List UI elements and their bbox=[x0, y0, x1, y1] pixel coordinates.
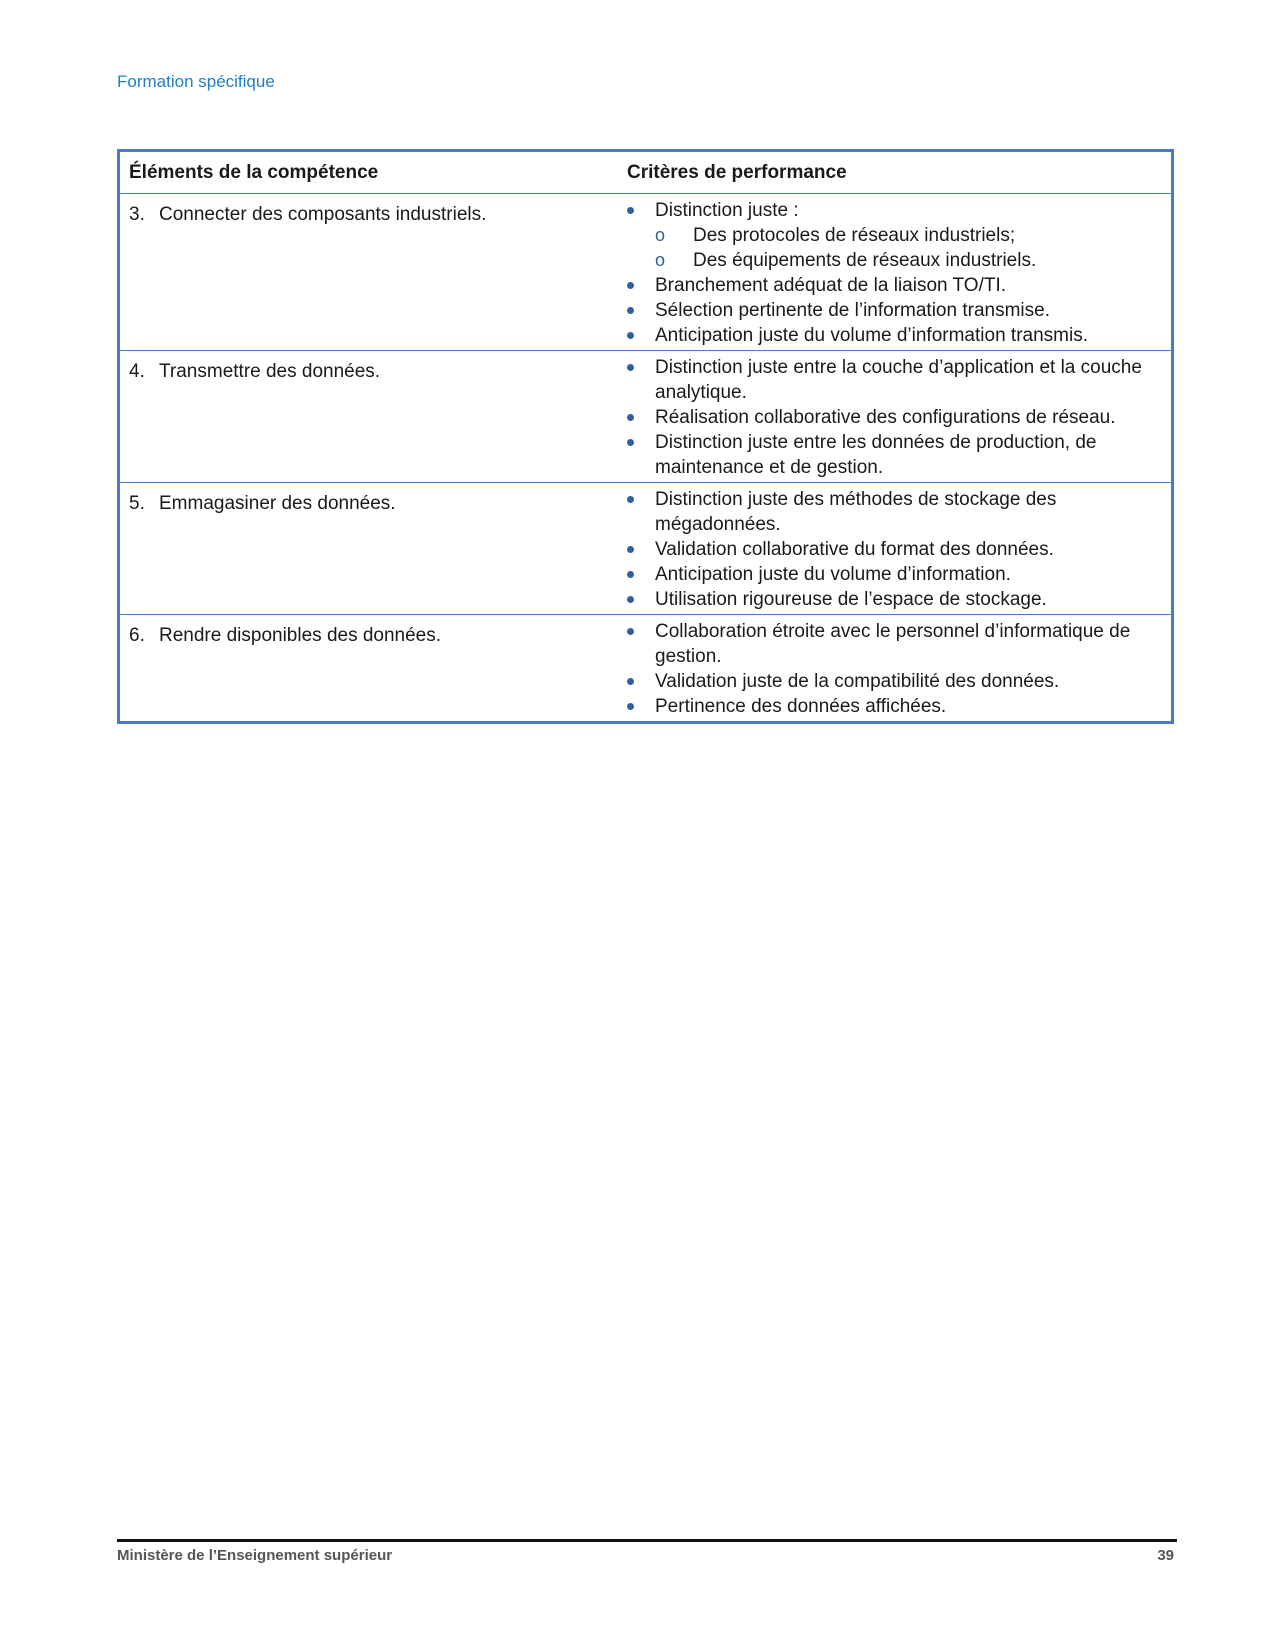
sub-criteria-item bbox=[655, 223, 1162, 248]
element-text: Connecter des composants industriels. bbox=[159, 204, 487, 225]
table-row bbox=[119, 615, 1173, 723]
element-number: 3. bbox=[129, 204, 145, 225]
bullet-icon bbox=[627, 678, 634, 685]
criteria-cell bbox=[618, 483, 1173, 615]
element-cell bbox=[119, 483, 619, 615]
bullet-icon bbox=[627, 571, 634, 578]
criteria-item bbox=[627, 694, 1162, 719]
criteria-cell bbox=[618, 194, 1173, 351]
column-header-criteria: Critères de performance bbox=[618, 151, 1173, 194]
criteria-text: Validation collaborative du format des données. bbox=[655, 539, 1054, 560]
bullet-icon bbox=[627, 364, 634, 371]
element-text: Transmettre des données. bbox=[159, 361, 381, 382]
sub-criteria-text: Des protocoles de réseaux industriels; bbox=[693, 225, 1016, 246]
bullet-icon bbox=[627, 628, 634, 635]
page-header-title: Formation spécifique bbox=[117, 72, 275, 91]
bullet-icon bbox=[627, 439, 634, 446]
competence-table bbox=[117, 149, 1174, 724]
bullet-icon bbox=[627, 703, 634, 710]
criteria-item bbox=[627, 430, 1162, 480]
criteria-item bbox=[627, 355, 1162, 405]
criteria-text: Pertinence des données affichées. bbox=[655, 696, 947, 717]
criteria-cell bbox=[618, 351, 1173, 483]
criteria-text: Branchement adéquat de la liaison TO/TI. bbox=[655, 275, 1007, 296]
criteria-item bbox=[627, 619, 1162, 669]
criteria-item bbox=[627, 487, 1162, 537]
element-cell bbox=[119, 194, 619, 351]
criteria-text: Distinction juste entre la couche d’application et la couche analytique. bbox=[655, 357, 1142, 403]
table-row bbox=[119, 351, 1173, 483]
criteria-text: Distinction juste entre les données de production, de maintenance et de gestion. bbox=[655, 432, 1097, 478]
criteria-item bbox=[627, 198, 1162, 273]
table-row bbox=[119, 194, 1173, 351]
criteria-item bbox=[627, 298, 1162, 323]
criteria-text: Validation juste de la compatibilité des données. bbox=[655, 671, 1060, 692]
criteria-cell bbox=[618, 615, 1173, 723]
bullet-icon bbox=[627, 596, 634, 603]
sub-criteria-item bbox=[655, 248, 1162, 273]
criteria-text: Distinction juste : bbox=[655, 200, 799, 221]
criteria-item bbox=[627, 273, 1162, 298]
table-header-row bbox=[119, 151, 1173, 194]
table-row bbox=[119, 483, 1173, 615]
criteria-list bbox=[627, 198, 1162, 348]
criteria-text: Distinction juste des méthodes de stockage des mégadonnées. bbox=[655, 489, 1057, 535]
element-number: 5. bbox=[129, 493, 145, 514]
footer-divider bbox=[117, 1539, 1177, 1542]
bullet-icon bbox=[627, 414, 634, 421]
criteria-text: Anticipation juste du volume d’information transmis. bbox=[655, 325, 1088, 346]
criteria-text: Collaboration étroite avec le personnel d’informatique de gestion. bbox=[655, 621, 1131, 667]
criteria-item bbox=[627, 562, 1162, 587]
criteria-list bbox=[627, 487, 1162, 612]
bullet-icon bbox=[627, 332, 634, 339]
criteria-item bbox=[627, 537, 1162, 562]
sub-criteria-list bbox=[655, 223, 1162, 273]
criteria-list bbox=[627, 355, 1162, 480]
footer-ministry: Ministère de l’Enseignement supérieur bbox=[117, 1547, 393, 1564]
criteria-list bbox=[627, 619, 1162, 719]
criteria-item bbox=[627, 323, 1162, 348]
column-header-elements: Éléments de la compétence bbox=[119, 151, 619, 194]
criteria-text: Anticipation juste du volume d’information. bbox=[655, 564, 1011, 585]
bullet-icon bbox=[627, 307, 634, 314]
element-text: Rendre disponibles des données. bbox=[159, 625, 442, 646]
element-cell bbox=[119, 615, 619, 723]
criteria-item bbox=[627, 405, 1162, 430]
criteria-text: Réalisation collaborative des configurations de réseau. bbox=[655, 407, 1116, 428]
element-number: 4. bbox=[129, 361, 145, 382]
sub-criteria-text: Des équipements de réseaux industriels. bbox=[693, 250, 1037, 271]
criteria-text: Utilisation rigoureuse de l’espace de stockage. bbox=[655, 589, 1047, 610]
bullet-icon bbox=[627, 207, 634, 214]
bullet-icon bbox=[627, 546, 634, 553]
circle-bullet-icon: o bbox=[655, 225, 666, 245]
element-text: Emmagasiner des données. bbox=[159, 493, 396, 514]
circle-bullet-icon: o bbox=[655, 250, 666, 270]
element-number: 6. bbox=[129, 625, 145, 646]
bullet-icon bbox=[627, 496, 634, 503]
criteria-item bbox=[627, 669, 1162, 694]
bullet-icon bbox=[627, 282, 634, 289]
criteria-item bbox=[627, 587, 1162, 612]
page-number: 39 bbox=[1157, 1547, 1174, 1564]
criteria-text: Sélection pertinente de l’information transmise. bbox=[655, 300, 1050, 321]
element-cell bbox=[119, 351, 619, 483]
